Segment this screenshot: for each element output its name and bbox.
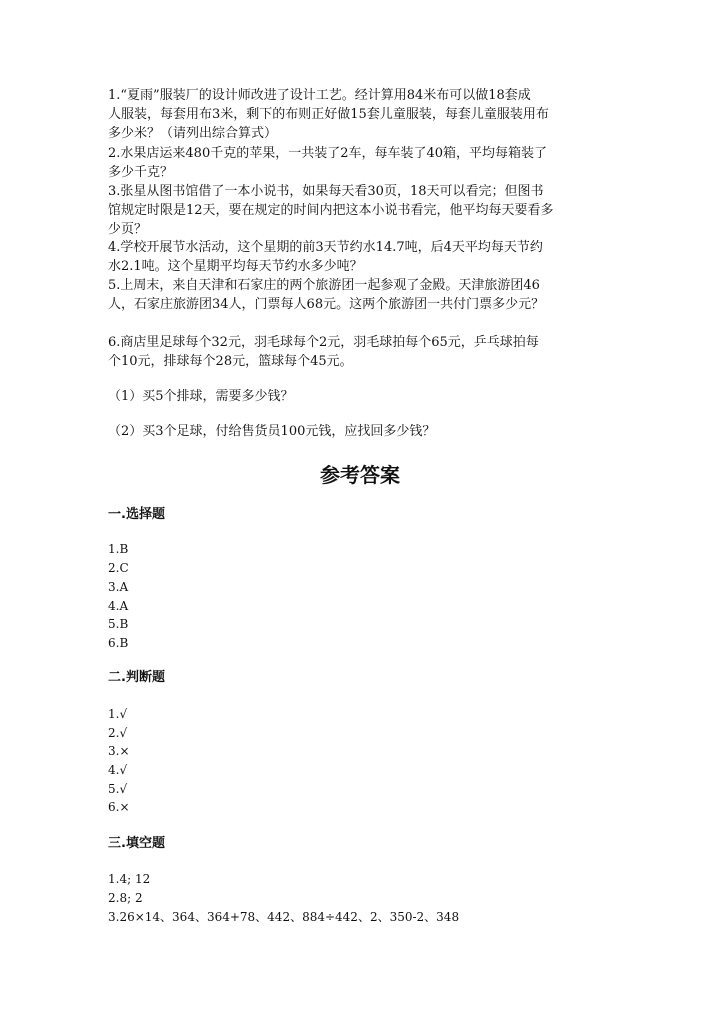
question-6-sub-2: （2）买3个足球，付给售货员100元钱，应找回多少钱？ [108,424,436,439]
answer-item: 3.× [108,744,130,758]
question-3-line-2: 馆规定时限是12天，要在规定的时间内把这本小说书看完，他平均每天要看多 [108,203,554,218]
answer-item: 6.× [108,800,130,814]
question-5-line-2: 人，石家庄旅游团34人，门票每人68元。这两个旅游团一共付门票多少元？ [108,297,545,312]
answer-item: 2.8; 2 [108,891,143,905]
question-1-line-3: 多少米？（请列出综合算式） [108,126,278,141]
answer-item: 5.B [108,617,129,631]
question-3-line-3: 少页？ [108,222,148,237]
question-2-line-1: 2.水果店运来480千克的苹果，一共装了2车，每车装了40箱，平均每箱装了 [108,146,548,161]
question-6-line-1: 6.商店里足球每个32元，羽毛球每个2元，羽毛球拍每个65元，乒乓球拍每 [108,335,539,350]
answer-item: 1.√ [108,707,128,721]
answer-item: 1.4; 12 [108,872,151,886]
answer-item: 2.√ [108,726,128,740]
question-3-line-1: 3.张星从图书馆借了一本小说书，如果每天看30页，18天可以看完；但图书 [108,184,544,199]
answer-item: 4.√ [108,763,128,777]
answer-item: 4.A [108,599,129,613]
answers-title: 参考答案 [320,463,400,487]
answer-item: 1.B [108,542,129,556]
answer-item: 5.√ [108,782,128,796]
question-4-line-2: 水2.1吨。这个星期平均每天节约水多少吨？ [108,259,363,274]
question-6-sub-1: （1）买5个排球，需要多少钱？ [108,389,294,404]
question-1-line-1: 1.“夏雨”服装厂的设计师改进了设计工艺。经计算用84米布可以做18套成 [108,88,531,103]
question-5-line-1: 5.上周末，来自天津和石家庄的两个旅游团一起参观了金殿。天津旅游团46 [108,278,540,293]
section-heading-choice: 一.选择题 [108,507,165,522]
question-2-line-2: 多少千克？ [108,165,174,180]
answer-item: 3.26×14、364、364+78、442、884÷442、2、350-2、348 [108,910,460,924]
question-4-line-1: 4.学校开展节水活动，这个星期的前3天节约水14.7吨，后4天平均每天节约 [108,240,543,255]
section-heading-judgement: 二.判断题 [108,670,165,685]
answer-item: 6.B [108,636,129,650]
answer-item: 2.C [108,561,129,575]
question-1-line-2: 人服装，每套用布3米，剩下的布则正好做15套儿童服装，每套儿童服装用布 [108,107,549,122]
question-6-line-2: 个10元，排球每个28元，篮球每个45元。 [108,354,353,369]
answer-item: 3.A [108,580,129,594]
section-heading-fill-blank: 三.填空题 [108,836,165,851]
